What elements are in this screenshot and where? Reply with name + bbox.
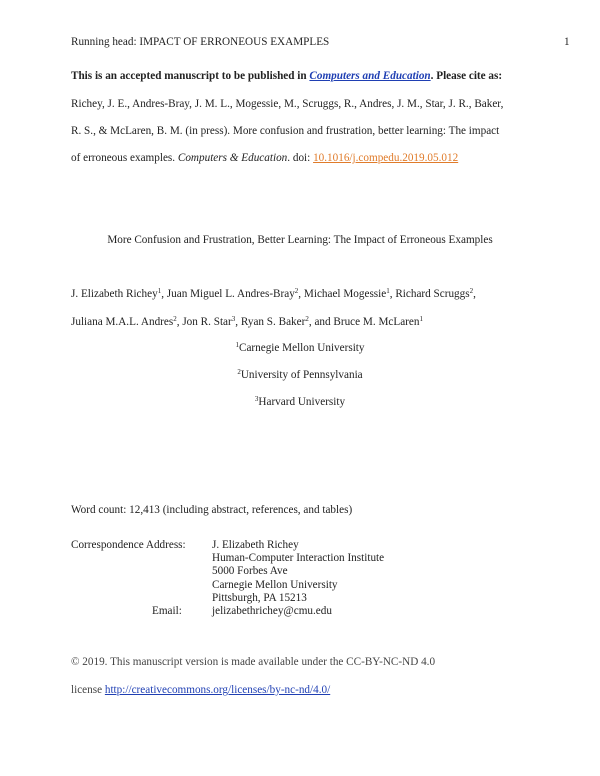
paper-title: More Confusion and Frustration, Better Learning: The Impact of Erroneous Examples — [107, 234, 493, 246]
author-affiliation-mark: 1 — [419, 315, 423, 323]
author-name: Juliana M.A.L. Andres — [71, 316, 174, 328]
word-count: Word count: 12,413 (including abstract, references, and tables) — [71, 504, 353, 516]
address-line: Human-Computer Interaction Institute — [212, 552, 385, 564]
affiliation — [0, 342, 600, 355]
author-name: J. Elizabeth Richey — [71, 288, 158, 300]
affiliation — [0, 369, 600, 382]
page-number: 1 — [564, 36, 570, 48]
journal-link[interactable]: Computers and Education — [309, 70, 431, 82]
affiliation-mark: 3 — [254, 395, 259, 403]
citation-notice-prefix: This is an accepted manuscript to be published in — [71, 70, 310, 82]
license-line-1: © 2019. This manuscript version is made available under the CC-BY-NC-ND 4.0 — [71, 656, 436, 668]
doi-link[interactable]: 10.1016/j.compedu.2019.05.012 — [313, 152, 459, 164]
affiliation-name: University of Pennsylvania — [240, 369, 363, 381]
author-separator: , — [298, 288, 304, 300]
author-affiliation-mark: 2 — [469, 287, 474, 295]
affiliation-mark: 2 — [237, 368, 241, 376]
author-name: Michael Mogessie — [303, 288, 387, 300]
address-line: Pittsburgh, PA 15213 — [212, 592, 307, 604]
author-line-2 — [71, 316, 423, 329]
author-separator: , — [176, 316, 183, 328]
citation-doi-label: . doi: — [287, 152, 314, 164]
author-name: Richard Scruggs — [395, 288, 470, 300]
author-separator: , — [389, 288, 396, 300]
address-line: Carnegie Mellon University — [212, 579, 338, 591]
citation-notice-suffix: . Please cite as: — [430, 70, 503, 82]
author-separator: , — [473, 288, 476, 300]
email-label: Email: — [152, 605, 182, 617]
affiliation-mark: 1 — [235, 341, 239, 349]
running-head: Running head: IMPACT OF ERRONEOUS EXAMPLES — [71, 36, 330, 48]
author-name: Juan Miguel L. Andres-Bray — [166, 288, 295, 300]
author-separator: , — [161, 288, 167, 300]
citation-line-3-prefix: of erroneous examples. — [71, 152, 178, 164]
affiliation-name: Carnegie Mellon University — [238, 342, 365, 354]
affiliation-name: Harvard University — [258, 396, 346, 408]
citation-line-3 — [71, 152, 458, 165]
citation-line-2: R. S., & McLaren, B. M. (in press). More confusion and frustration, better learning: The impact — [71, 125, 500, 137]
author-affiliation-mark: 2 — [305, 315, 309, 323]
author-affiliation-mark: 1 — [157, 287, 162, 295]
citation-line-1: Richey, J. E., Andres-Bray, J. M. L., Mogessie, M., Scruggs, R., Andres, J. M., Star, J. R., Baker, — [71, 98, 504, 110]
email-address: jelizabethrichey@cmu.edu — [212, 605, 332, 617]
correspondence-label: Correspondence Address: — [71, 539, 186, 551]
author-name: Ryan S. Baker — [240, 316, 306, 328]
license-link[interactable]: http://creativecommons.org/licenses/by-nc-nd/4.0/ — [104, 684, 331, 696]
author-affiliation-mark: 2 — [173, 315, 177, 323]
author-name: Jon R. Star — [182, 316, 232, 328]
author-name: Bruce M. McLaren — [333, 316, 420, 328]
address-line: 5000 Forbes Ave — [212, 565, 288, 577]
citation-journal: Computers & Education — [177, 152, 288, 164]
author-separator: , and — [308, 316, 334, 328]
citation-notice — [71, 70, 502, 83]
author-affiliation-mark: 1 — [386, 287, 390, 295]
affiliation — [0, 396, 600, 409]
author-affiliation-mark: 2 — [294, 287, 299, 295]
author-separator: , — [235, 316, 241, 328]
author-affiliation-mark: 3 — [231, 315, 236, 323]
address-line: J. Elizabeth Richey — [212, 539, 299, 551]
author-line-1 — [71, 288, 476, 301]
license-line-2 — [71, 684, 330, 697]
license-prefix: license — [71, 684, 105, 696]
